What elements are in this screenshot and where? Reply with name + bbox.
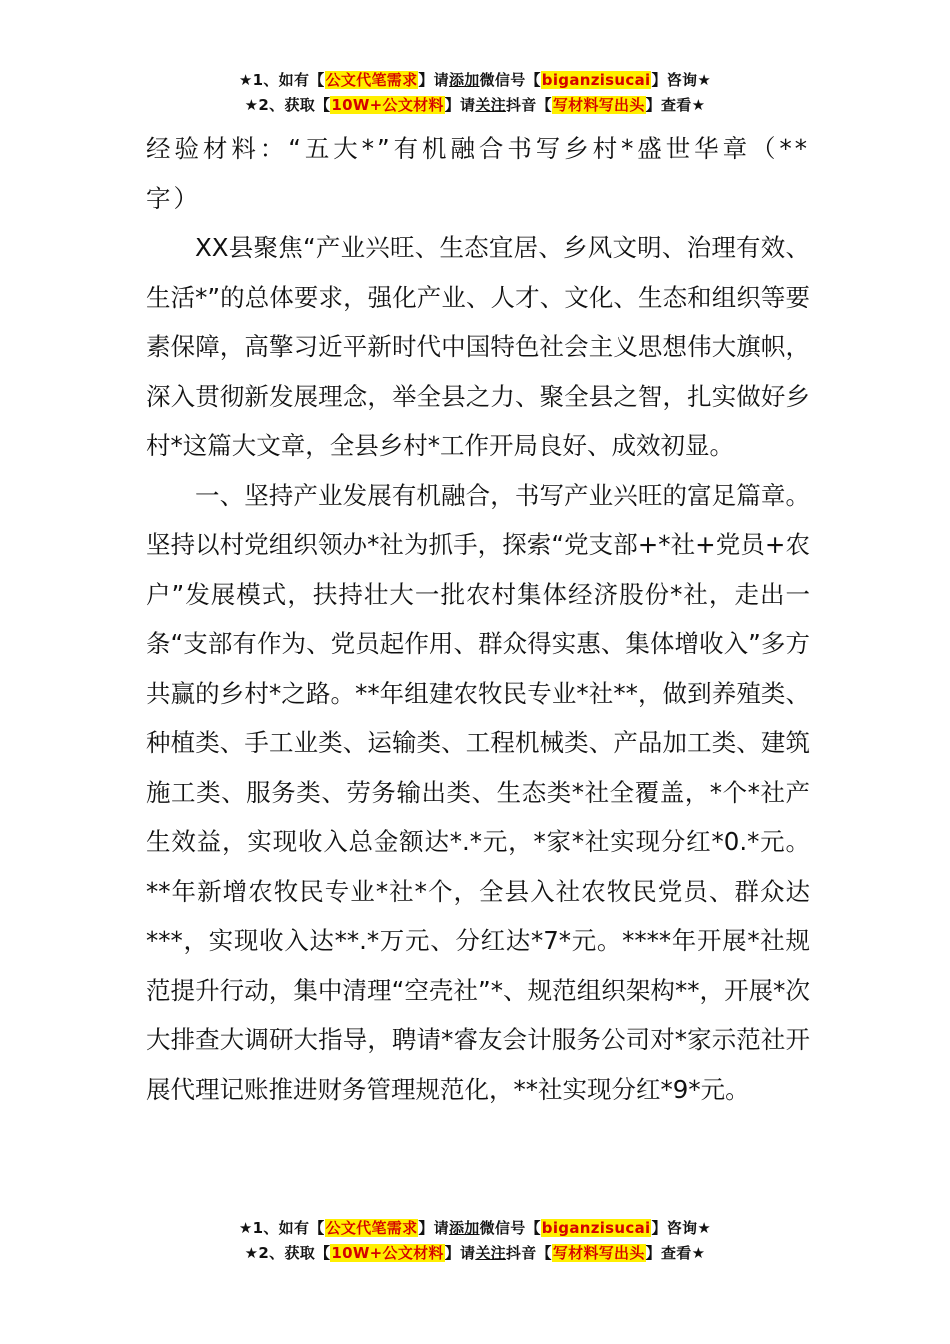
notice-text: 】咨询★ [651,71,712,89]
notice-emphasis: 关注 [475,1244,506,1262]
notice-text: ★1、如有【 [238,1219,325,1237]
notice-text: 抖音【 [505,1244,552,1262]
notice-highlight: biganzisucai [541,71,651,89]
paragraph-industry: 一、坚持产业发展有机融合，书写产业兴旺的富足篇章。坚持以村党组织领办*社为抓手，探索“党支部+*社+党员+农户”发展模式，扶持壮大一批农村集体经济股份*社，走出一条“支部有作为、党员起作用、群众得实惠、集体增收入”多方共赢的乡村*之路。**年组建农牧民专业*社**，做到养殖类、种植类、手工业类、运输类、工程机械类、产品加工类、建筑施工类、服务类、劳务输出类、生态类*社全覆盖，*个*社产生效益，实现收入总金额达*.*元，*家*社实现分红*0.*元。**年新增农牧民专业*社*个，全县入社农牧民党员、群众达***，实现收入达**.*万元、分红达*7*元。****年开展*社规范提升行动，集中清理“空壳社”*、规范组织架构**，开展*次大排查大调研大指导，聘请*睿友会计服务公司对*家示范社开展代理记账推进财务管理规范化，**社实现分红*9*元。 [146,480,810,1104]
notice-text: 】请 [418,71,449,89]
notice-text: 】请 [444,96,476,114]
promo-notice-line-2-footer [0,1241,950,1265]
notice-text: 】查看★ [645,1244,706,1262]
notice-text: 】请 [418,1219,449,1237]
notice-text: 微信号【 [479,1219,541,1237]
notice-highlight: 10W+公文材料 [331,96,444,114]
promo-notice-line-1 [0,68,950,92]
notice-text: 微信号【 [479,71,541,89]
notice-highlight: 公文代笔需求 [325,71,418,89]
notice-text: 】查看★ [645,96,706,114]
promo-notice-line-1-footer [0,1216,950,1240]
document-title: 经验材料：“五大*”有机融合书写乡村*盛世华章（**字） [146,134,810,213]
notice-highlight: 公文代笔需求 [325,1219,418,1237]
notice-emphasis: 添加 [448,1219,480,1237]
notice-text: ★1、如有【 [238,71,325,89]
notice-text: 抖音【 [505,96,552,114]
notice-highlight: 写材料写出头 [552,1244,645,1262]
paragraph-intro: XX县聚焦“产业兴旺、生态宜居、乡风文明、治理有效、生活*”的总体要求，强化产业、人才、文化、生态和组织等要素保障，高擎习近平新时代中国特色社会主义思想伟大旗帜，深入贯彻新发展理念，举全县之力、聚全县之智，扎实做好乡村*这篇大文章，全县乡村*工作开局良好、成效初显。 [146,233,810,460]
notice-text: 】请 [444,1244,476,1262]
promo-notice-line-2 [0,93,950,117]
notice-highlight: 10W+公文材料 [331,1244,444,1262]
notice-highlight: biganzisucai [541,1219,651,1237]
notice-emphasis: 添加 [448,71,480,89]
notice-text: 】咨询★ [651,1219,712,1237]
notice-highlight: 写材料写出头 [552,96,645,114]
document-body [146,124,810,1114]
notice-text: ★2、获取【 [244,96,331,114]
notice-emphasis: 关注 [475,96,506,114]
notice-text: ★2、获取【 [244,1244,331,1262]
